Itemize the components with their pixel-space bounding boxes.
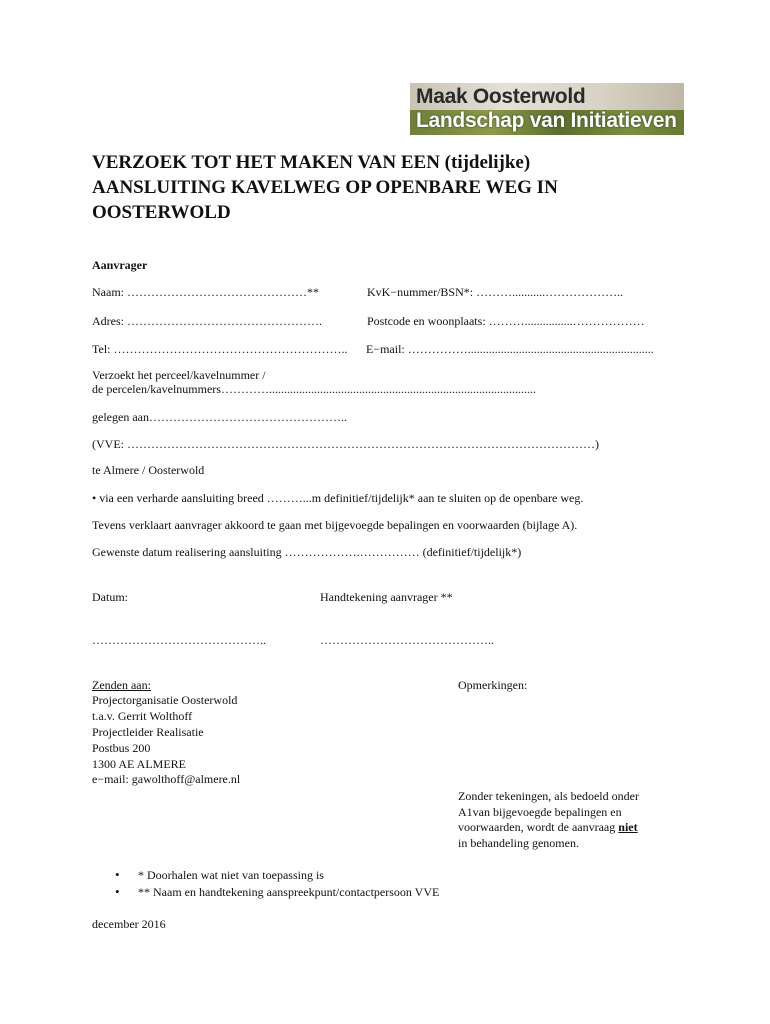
logo-line-1: Maak Oosterwold xyxy=(416,85,586,108)
zenden-line: Postbus 200 xyxy=(92,741,151,755)
postcode-field[interactable]: Postcode en woonplaats: ………................……………… xyxy=(367,314,645,328)
datum-label: Datum: xyxy=(92,590,128,604)
opmerkingen-line: Zonder tekeningen, als bedoeld onder xyxy=(458,789,639,803)
zenden-line: t.a.v. Gerrit Wolthoff xyxy=(92,709,193,723)
naam-field[interactable]: Naam: ………………………………………** xyxy=(92,285,319,299)
opmerkingen-heading: Opmerkingen: xyxy=(458,678,528,692)
gelegen-field[interactable]: gelegen aan………………………………………….. xyxy=(92,410,347,424)
bullet-icon: • xyxy=(115,884,120,899)
handtekening-field[interactable]: …………………………………….. xyxy=(320,633,494,647)
zenden-line: Projectorganisatie Oosterwold xyxy=(92,693,238,707)
note-item: * Doorhalen wat niet van toepassing is xyxy=(138,868,324,882)
logo-banner xyxy=(410,83,684,135)
zenden-email: e−mail: gawolthoff@almere.nl xyxy=(92,772,241,786)
opmerkingen-line: in behandeling genomen. xyxy=(458,836,579,850)
zenden-heading: Zenden aan: xyxy=(92,678,151,692)
percelen-field[interactable]: de percelen/kavelnummers…………......................................................................................... xyxy=(92,382,536,396)
zenden-line: Projectleider Realisatie xyxy=(92,725,204,739)
vve-field[interactable]: (VVE: ………………………………………………………………………………………………………) xyxy=(92,437,599,451)
akkoord-text: Tevens verklaart aanvrager akkoord te gaan met bijgevoegde bepalingen en voorwaarden (bijlage A). xyxy=(92,518,578,532)
zenden-line: 1300 AE ALMERE xyxy=(92,757,187,771)
datum-field[interactable]: …………………………………….. xyxy=(92,633,266,647)
title-line-3: OOSTERWOLD xyxy=(92,202,231,223)
handtekening-label: Handtekening aanvrager ** xyxy=(320,590,453,604)
title-line-1-main: VERZOEK TOT HET MAKEN VAN EEN xyxy=(92,152,445,173)
note-item: ** Naam en handtekening aanspreekpunt/contactpersoon VVE xyxy=(138,885,440,899)
gewenste-datum-field[interactable]: Gewenste datum realisering aansluiting ……………….…………… (definitief/tijdelijk*) xyxy=(92,545,522,559)
title-line-1 xyxy=(92,150,692,175)
title-line-1-paren: (tijdelijke) xyxy=(444,152,531,173)
bullet-icon: • xyxy=(115,867,120,882)
plaats-text: te Almere / Oosterwold xyxy=(92,463,205,477)
opmerkingen-line: A1van bijgevoegde bepalingen en xyxy=(458,805,622,819)
aansluiting-text: • via een verharde aansluiting breed ………...m definitief/tijdelijk* aan te sluiten op de openbare weg. xyxy=(92,491,584,505)
title-line-2: AANSLUITING KAVELWEG OP OPENBARE WEG IN xyxy=(92,177,558,198)
adres-field[interactable]: Adres: …………………………………………. xyxy=(92,314,322,328)
opmerkingen-line xyxy=(458,820,638,835)
document-title xyxy=(92,150,692,225)
email-field[interactable]: E−mail: …………….............................................................. xyxy=(366,342,654,356)
niet-emphasis: niet xyxy=(618,820,638,834)
perceel-label: Verzoekt het perceel/kavelnummer / xyxy=(92,368,266,382)
section-aanvrager: Aanvrager xyxy=(92,258,148,272)
kvk-field[interactable]: KvK−nummer/BSN*: ………...........……………….. xyxy=(367,285,624,299)
logo-line-2: Landschap van Initiatieven xyxy=(416,109,677,132)
document-date: december 2016 xyxy=(92,917,166,931)
opmerkingen-line-3: voorwaarden, wordt de aanvraag xyxy=(458,820,619,834)
tel-field[interactable]: Tel: ………………………………………………….. xyxy=(92,342,348,356)
